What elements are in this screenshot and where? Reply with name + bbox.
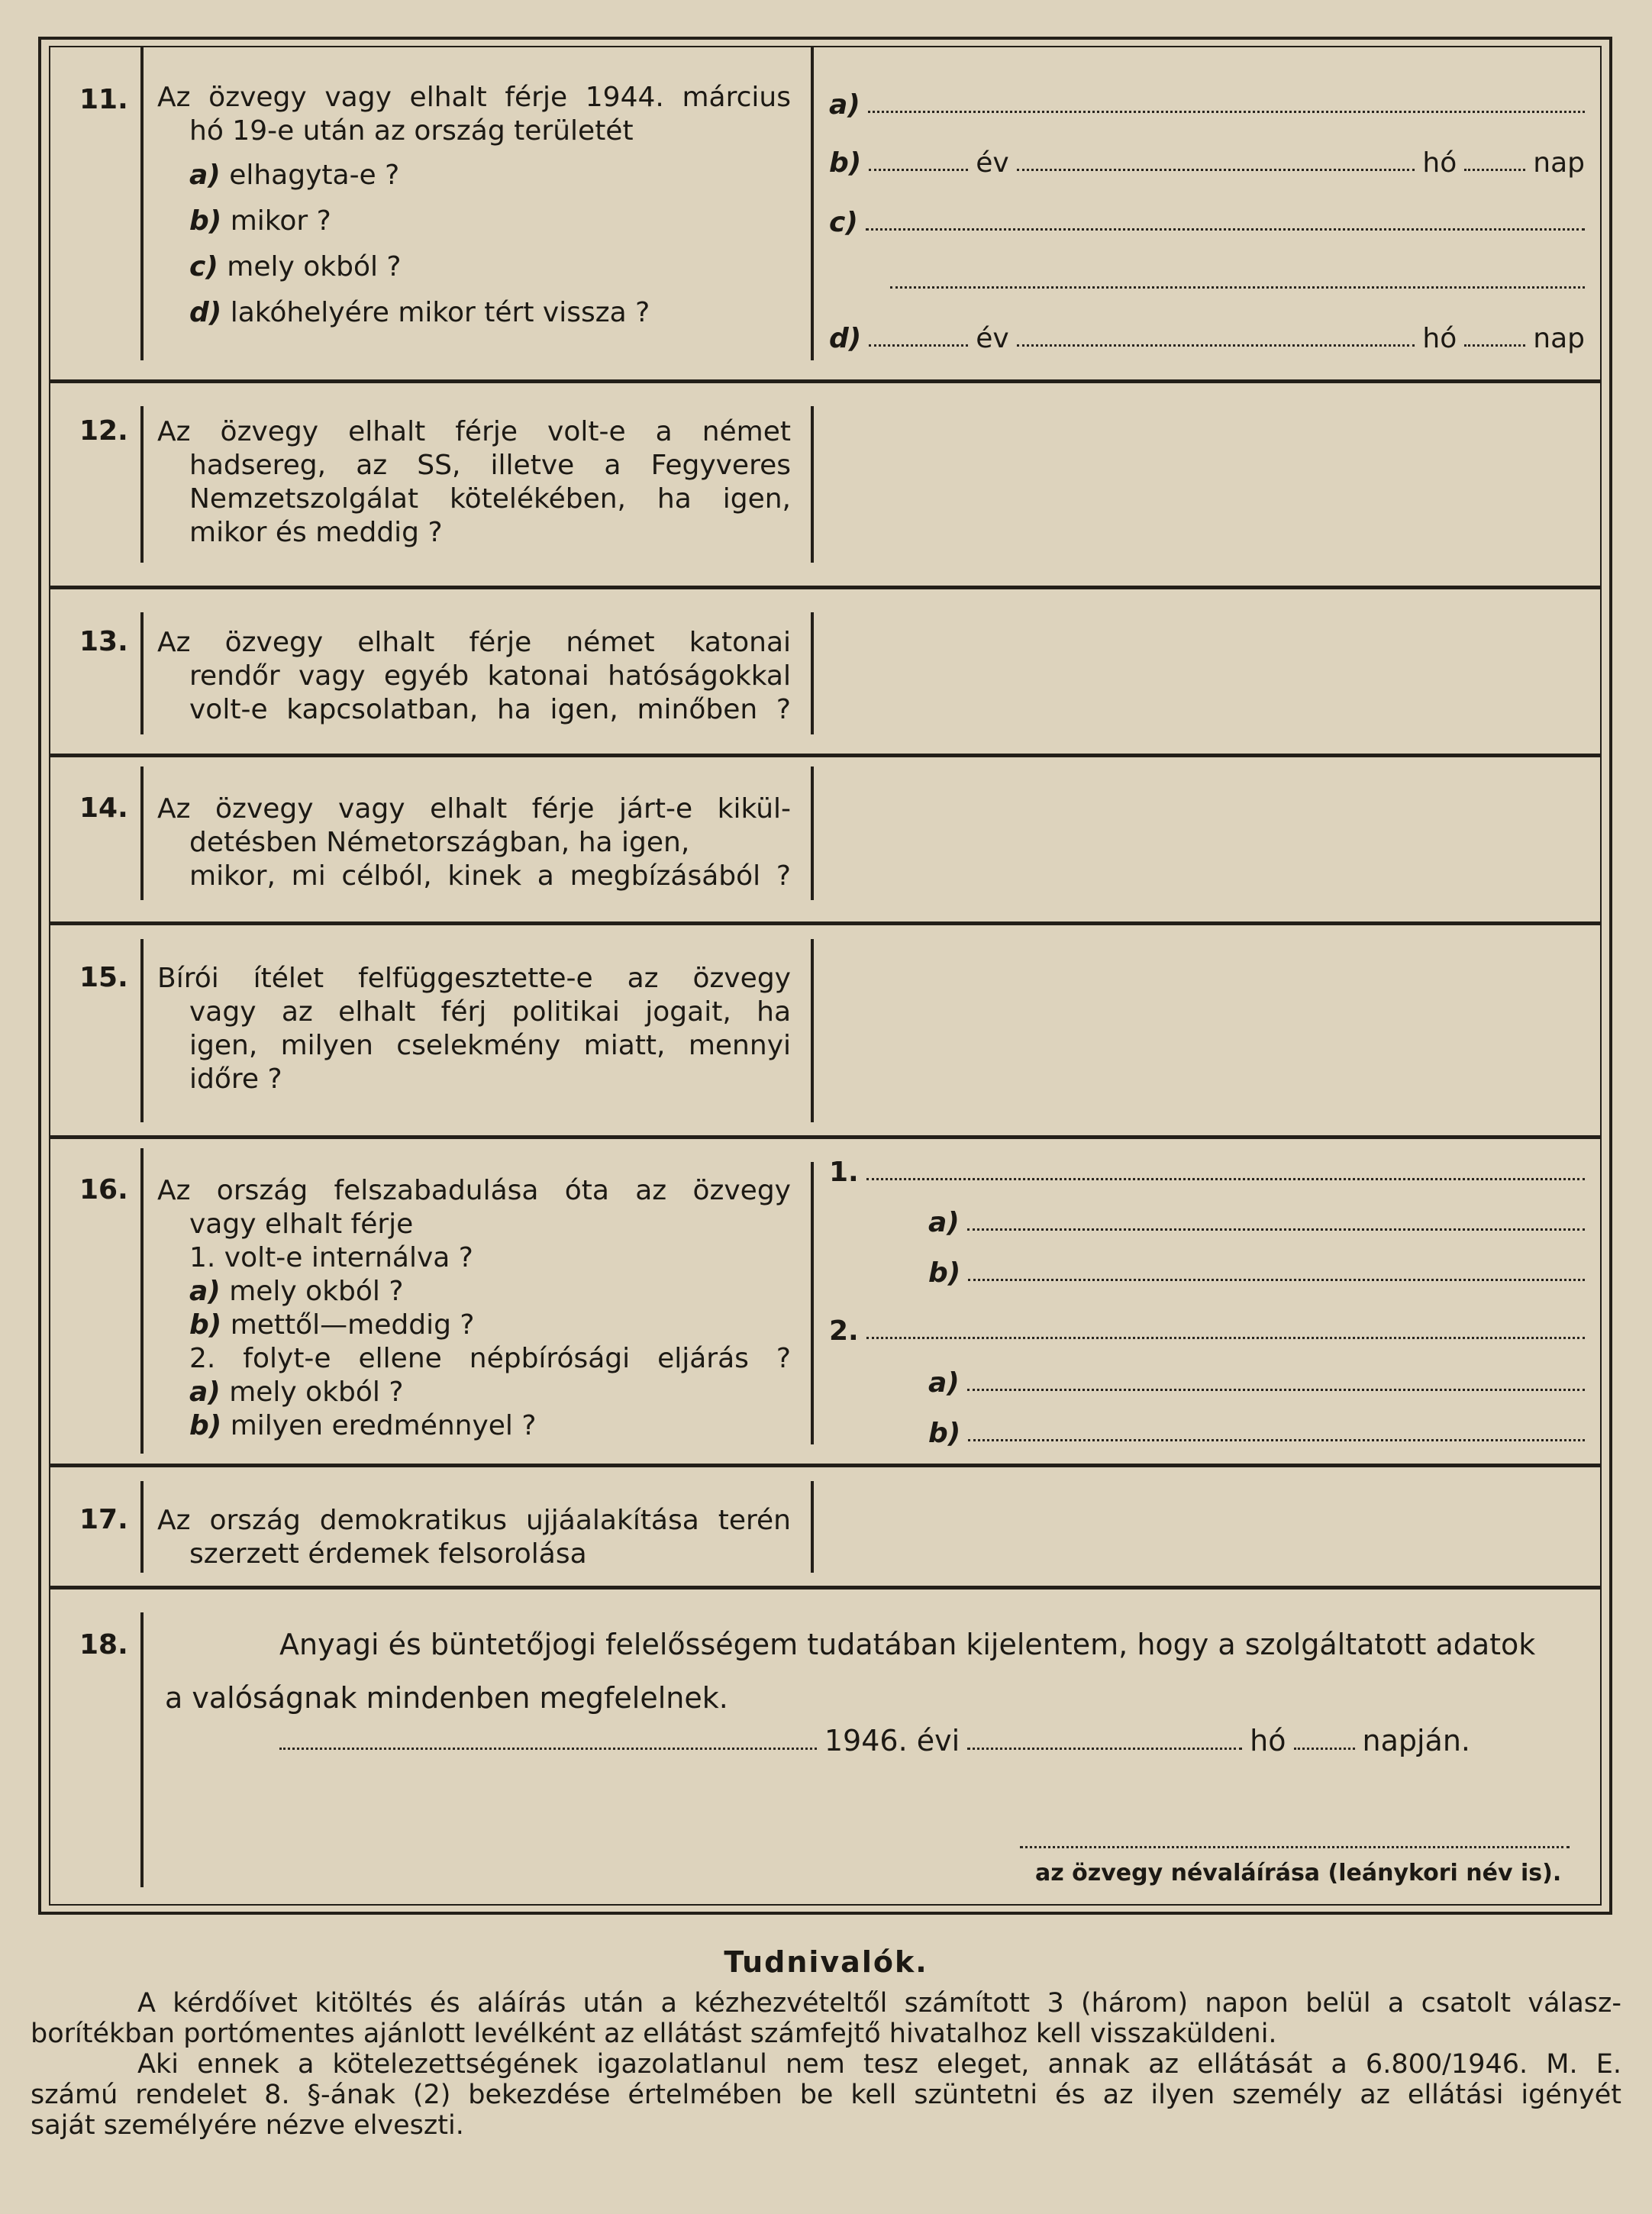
date-line[interactable]	[279, 1724, 1470, 1757]
column-divider	[811, 612, 814, 734]
answer-line-1b[interactable]	[829, 1255, 1585, 1289]
year-label: év	[976, 323, 1009, 354]
column-divider	[140, 767, 144, 900]
sub-letter: a)	[189, 1376, 221, 1408]
question-line: detésben Németországban, ha igen,	[189, 827, 690, 858]
answer-line-2[interactable]	[829, 1313, 1585, 1347]
answer-letter: a)	[829, 89, 860, 121]
question-text	[157, 81, 791, 330]
sub-letter: d)	[189, 297, 222, 328]
question-row-16	[50, 1139, 1600, 1467]
answer-area[interactable]	[829, 925, 1585, 1139]
answer-letter: a)	[928, 1367, 960, 1399]
signature-line[interactable]	[1020, 1846, 1570, 1848]
question-text	[157, 415, 791, 550]
answer-area	[829, 47, 1585, 383]
column-divider	[811, 1162, 814, 1444]
column-divider	[140, 1612, 144, 1887]
sub-letter: b)	[189, 1309, 222, 1341]
question-line: Az özvegy elhalt férje volt-e a német	[157, 416, 791, 447]
answer-line-c-continued[interactable]	[829, 263, 1585, 296]
question-number: 12.	[79, 415, 128, 447]
answer-letter: b)	[928, 1418, 961, 1449]
fill-line-day[interactable]	[1464, 169, 1525, 171]
declaration-line: Anyagi és büntetőjogi felelősségem tudatában kijelentem, hogy a szolgáltatott adatok	[279, 1628, 1536, 1661]
sub-text: mely okból ?	[227, 251, 402, 282]
fill-line[interactable]	[967, 1228, 1585, 1231]
fill-line-month[interactable]	[967, 1748, 1242, 1750]
column-divider	[140, 406, 144, 563]
fill-line[interactable]	[866, 228, 1585, 231]
fill-line-month[interactable]	[1017, 344, 1415, 347]
answer-line-c[interactable]	[829, 205, 1585, 238]
question-line: vagy elhalt férje	[189, 1209, 414, 1240]
question-row-13	[50, 589, 1600, 757]
sub-question-1a	[157, 1275, 791, 1309]
sub-letter: c)	[189, 251, 218, 282]
sub-question-b	[157, 205, 791, 238]
sub-question-2a	[157, 1376, 791, 1409]
answer-area[interactable]	[829, 589, 1585, 757]
question-line: Bírói ítélet felfüggesztette-e az özvegy	[157, 963, 791, 994]
sub-question-2: 2. folyt-e ellene népbírósági eljárás ?	[189, 1343, 791, 1374]
fill-line-day[interactable]	[1294, 1748, 1355, 1750]
column-divider	[140, 612, 144, 734]
question-line: hó 19-e után az ország területét	[189, 115, 634, 147]
fill-line-year[interactable]	[869, 344, 968, 347]
question-row-14	[50, 757, 1600, 925]
fill-line[interactable]	[866, 1178, 1585, 1180]
sub-question-1b	[157, 1309, 791, 1342]
question-line: igen, milyen cselekmény miatt, mennyi	[189, 1030, 791, 1061]
question-number: 11.	[79, 84, 128, 115]
answer-number: 2.	[829, 1315, 859, 1347]
sub-letter: a)	[189, 160, 221, 191]
instructions-paragraph: Aki ennek a kötelezettségének igazolatlanul nem tesz eleget, annak az ellátását a 6.800/1946. M. E.	[137, 2049, 1621, 2080]
answer-line-2b[interactable]	[829, 1415, 1585, 1449]
month-label: hó	[1422, 147, 1457, 179]
question-line: volt-e kapcsolatban, ha igen, minőben ?	[189, 694, 791, 725]
signature-caption: az özvegy névaláírása (leánykori név is).	[1035, 1860, 1562, 1886]
question-text	[157, 1504, 791, 1571]
fill-line[interactable]	[968, 1279, 1585, 1281]
question-line: időre ?	[189, 1063, 282, 1095]
answer-area	[829, 1139, 1585, 1467]
fill-line-year[interactable]	[869, 169, 968, 171]
column-divider	[811, 939, 814, 1122]
sub-question-c	[157, 250, 791, 284]
answer-letter: c)	[829, 207, 858, 238]
question-number: 16.	[79, 1174, 128, 1205]
answer-letter: b)	[928, 1257, 961, 1289]
sub-text: lakóhelyére mikor tért vissza ?	[230, 297, 650, 328]
question-row-15	[50, 925, 1600, 1139]
question-row-17	[50, 1467, 1600, 1589]
sub-text: milyen eredménnyel ?	[230, 1410, 537, 1441]
sub-letter: a)	[189, 1276, 221, 1307]
answer-area[interactable]	[829, 757, 1585, 925]
instructions-paragraph: számú rendelet 8. §-ának (2) bekezdése értelmében be kell szüntetni és az ilyen személy az ellátási igényét	[31, 2080, 1621, 2110]
column-divider	[811, 406, 814, 563]
instructions-paragraph: borítékban portómentes ajánlott levélként az ellátást számfejtő hivatalhoz kell visszaküldeni.	[31, 2019, 1277, 2049]
answer-line-2a[interactable]	[829, 1365, 1585, 1399]
question-text	[157, 1174, 791, 1443]
answer-area[interactable]	[829, 383, 1585, 589]
question-row-18	[50, 1589, 1600, 1910]
column-divider	[811, 1481, 814, 1573]
question-number: 17.	[79, 1504, 128, 1535]
sub-text: elhagyta-e ?	[229, 160, 400, 191]
column-divider	[140, 939, 144, 1122]
answer-line-1a[interactable]	[829, 1205, 1585, 1238]
question-number: 18.	[79, 1629, 128, 1660]
question-line: Az özvegy vagy elhalt férje járt-e kikül-	[157, 793, 791, 825]
column-divider	[811, 47, 814, 360]
fill-line[interactable]	[890, 286, 1585, 289]
day-label: nap	[1533, 323, 1585, 354]
answer-area[interactable]	[829, 1467, 1585, 1589]
fill-line[interactable]	[866, 1337, 1585, 1339]
sub-question-1: 1. volt-e internálva ?	[189, 1242, 473, 1273]
question-line: Nemzetszolgálat kötelékében, ha igen,	[189, 483, 791, 515]
instructions-title: Tudnivalók.	[724, 1945, 928, 1979]
day-label: nap	[1533, 147, 1585, 179]
questionnaire-form	[38, 37, 1612, 1915]
fill-line[interactable]	[967, 1389, 1585, 1391]
answer-line-d[interactable]	[829, 321, 1585, 354]
answer-letter: b)	[829, 147, 862, 179]
question-line: Az ország demokratikus ujjáalakítása terén	[157, 1505, 791, 1536]
answer-number: 1.	[829, 1157, 859, 1188]
question-text	[157, 626, 791, 727]
answer-letter: a)	[928, 1207, 960, 1238]
question-line: rendőr vagy egyéb katonai hatóságokkal	[189, 660, 791, 692]
form-inner-frame	[49, 46, 1602, 1906]
column-divider	[140, 47, 144, 360]
year-label: 1946. évi	[824, 1724, 960, 1757]
question-number: 14.	[79, 792, 128, 824]
sub-text: mettől—meddig ?	[230, 1309, 475, 1341]
sub-question-a	[157, 159, 791, 192]
sub-letter: b)	[189, 1410, 222, 1441]
question-line: hadsereg, az SS, illetve a Fegyveres	[189, 450, 791, 481]
sub-letter: b)	[189, 205, 222, 237]
answer-line-1[interactable]	[829, 1154, 1585, 1188]
sub-question-d	[157, 296, 791, 330]
fill-line-day[interactable]	[1464, 344, 1525, 347]
question-text	[157, 792, 791, 893]
question-row-11	[50, 47, 1600, 383]
instructions-paragraph: A kérdőívet kitöltés és aláírás után a kézhezvételtől számított 3 (három) napon belül a csatolt válasz-	[137, 1988, 1621, 2019]
sub-text: mikor ?	[230, 205, 331, 237]
day-label: napján.	[1362, 1724, 1470, 1757]
fill-line[interactable]	[868, 111, 1585, 113]
month-label: hó	[1422, 323, 1457, 354]
column-divider	[811, 767, 814, 900]
answer-letter: d)	[829, 323, 862, 354]
question-line: Az özvegy vagy elhalt férje 1944. március	[157, 82, 791, 113]
question-line: mikor és meddig ?	[189, 517, 443, 548]
question-number: 13.	[79, 626, 128, 657]
sub-text: mely okból ?	[229, 1376, 404, 1408]
question-text	[157, 962, 791, 1096]
year-label: év	[976, 147, 1009, 179]
column-divider	[140, 1148, 144, 1454]
declaration-line: a valóságnak mindenben megfelelnek.	[165, 1681, 728, 1715]
question-line: Az özvegy elhalt férje német katonai	[157, 627, 791, 658]
instructions-paragraph: saját személyére nézve elveszti.	[31, 2110, 464, 2141]
question-line: szerzett érdemek felsorolása	[189, 1538, 587, 1570]
column-divider	[140, 1481, 144, 1573]
question-line: Az ország felszabadulása óta az özvegy	[157, 1175, 791, 1206]
answer-line-a[interactable]	[829, 87, 1585, 121]
sub-question-2b	[157, 1409, 791, 1443]
month-label: hó	[1250, 1724, 1286, 1757]
question-line: mikor, mi célból, kinek a megbízásából ?	[189, 860, 791, 892]
question-row-12	[50, 383, 1600, 589]
sub-text: mely okból ?	[229, 1276, 404, 1307]
fill-line-month[interactable]	[1017, 169, 1415, 171]
instructions	[31, 1947, 1621, 2141]
answer-line-b[interactable]	[829, 145, 1585, 179]
question-line: vagy az elhalt férj politikai jogait, ha	[189, 996, 791, 1028]
question-number: 15.	[79, 962, 128, 993]
fill-line[interactable]	[968, 1439, 1585, 1441]
fill-line-place[interactable]	[279, 1748, 817, 1750]
